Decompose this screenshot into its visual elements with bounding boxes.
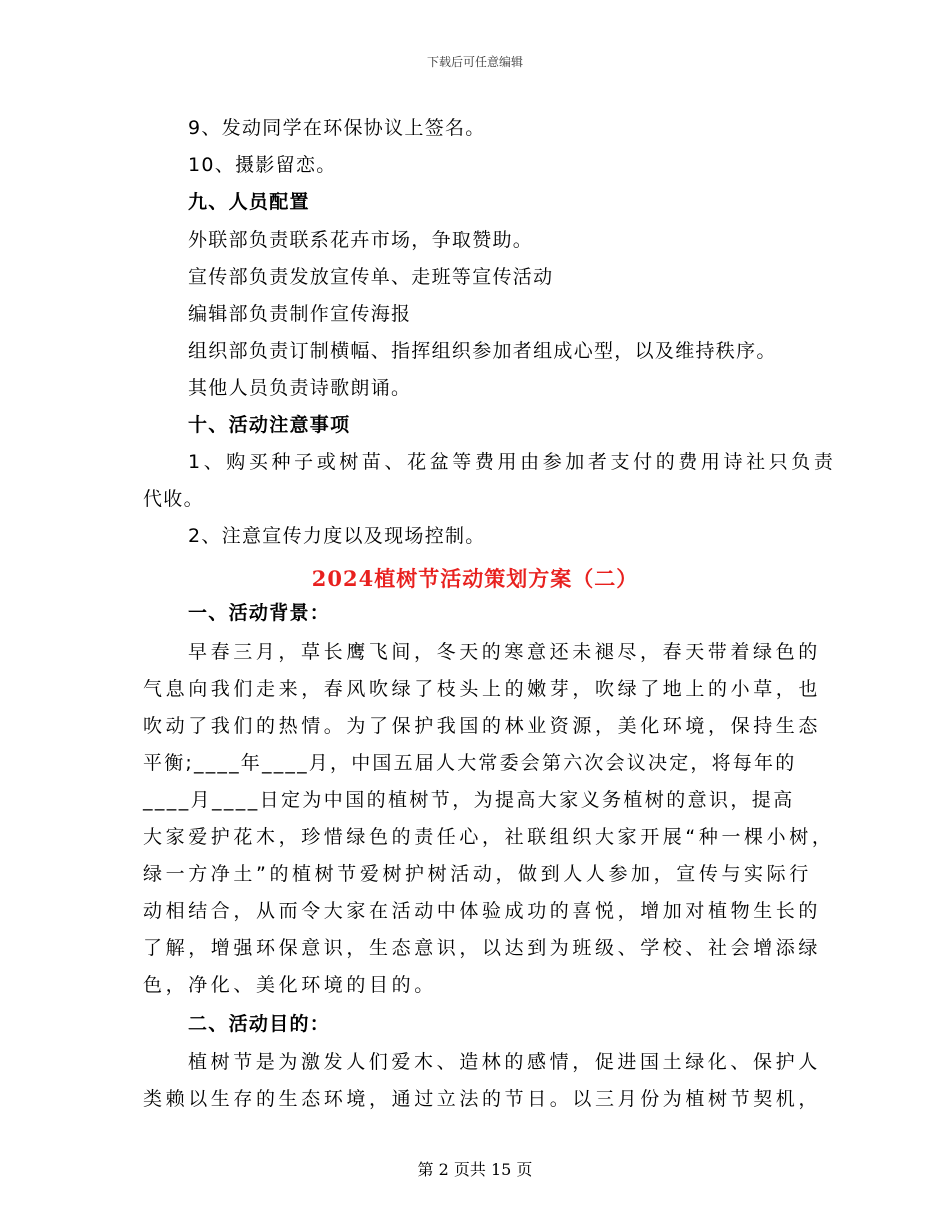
- staff-line: 编辑部负责制作宣传海报: [188, 303, 412, 325]
- note-line: 2、注意宣传力度以及现场控制。: [188, 525, 486, 547]
- note-line: 1、购买种子或树苗、花盆等费用由参加者支付的费用诗社只负责: [188, 451, 837, 473]
- section-heading-background: 一、活动背景：: [188, 602, 331, 624]
- paragraph-line: 了解，增强环保意识，生态意识，以达到为班级、学校、社会增添绿: [143, 937, 822, 959]
- list-item-10: 10、摄影留恋。: [188, 154, 337, 176]
- document-title: 2024植树节活动策划方案（二）: [311, 566, 639, 591]
- section-heading-purpose: 二、活动目的：: [188, 1013, 331, 1035]
- paragraph-line: 早春三月，草长鹰飞间，冬天的寒意还未褪尽，春天带着绿色的: [188, 641, 821, 663]
- staff-line: 组织部负责订制横幅、指挥组织参加者组成心型，以及维持秩序。: [188, 340, 777, 362]
- paragraph-line: 动相结合，从而令大家在活动中体验成功的喜悦，增加对植物生长的: [143, 900, 822, 922]
- paragraph-line: 植树节是为激发人们爱木、造林的感情，促进国土绿化、保护人: [188, 1051, 821, 1073]
- list-item-9: 9、发动同学在环保协议上签名。: [188, 117, 486, 139]
- paragraph-line: 色，净化、美化环境的目的。: [143, 974, 437, 996]
- section-heading-staffing: 九、人员配置: [188, 191, 310, 213]
- paragraph-line: 类赖以生存的生态环境，通过立法的节日。以三月份为植树节契机，: [143, 1088, 822, 1110]
- paragraph-line: 大家爱护花木，珍惜绿色的责任心，社联组织大家开展“种一棵小树，: [143, 826, 835, 848]
- staff-line: 外联部负责联系花卉市场，争取赞助。: [188, 229, 534, 251]
- note-line: 代收。: [143, 488, 204, 510]
- staff-line: 宣传部负责发放宣传单、走班等宣传活动: [188, 266, 554, 288]
- paragraph-line: 平衡;____年____月，中国五届人大常委会第六次会议决定，将每年的: [143, 752, 797, 774]
- section-heading-notes: 十、活动注意事项: [188, 414, 351, 436]
- paragraph-line: 吹动了我们的热情。为了保护我国的林业资源，美化环境，保持生态: [143, 715, 822, 737]
- staff-line: 其他人员负责诗歌朗诵。: [188, 377, 412, 399]
- paragraph-line: ____月____日定为中国的植树节，为提高大家义务植树的意识，提高: [143, 789, 795, 811]
- paragraph-line: 绿一方净土”的植树节爱树护树活动，做到人人参加，宣传与实际行: [143, 863, 812, 885]
- page-footer: 第 2 页共 15 页: [417, 1160, 533, 1179]
- page-header: 下载后可任意编辑: [426, 55, 523, 69]
- paragraph-line: 气息向我们走来，春风吹绿了枝头上的嫩芽，吹绿了地上的小草，也: [143, 678, 822, 700]
